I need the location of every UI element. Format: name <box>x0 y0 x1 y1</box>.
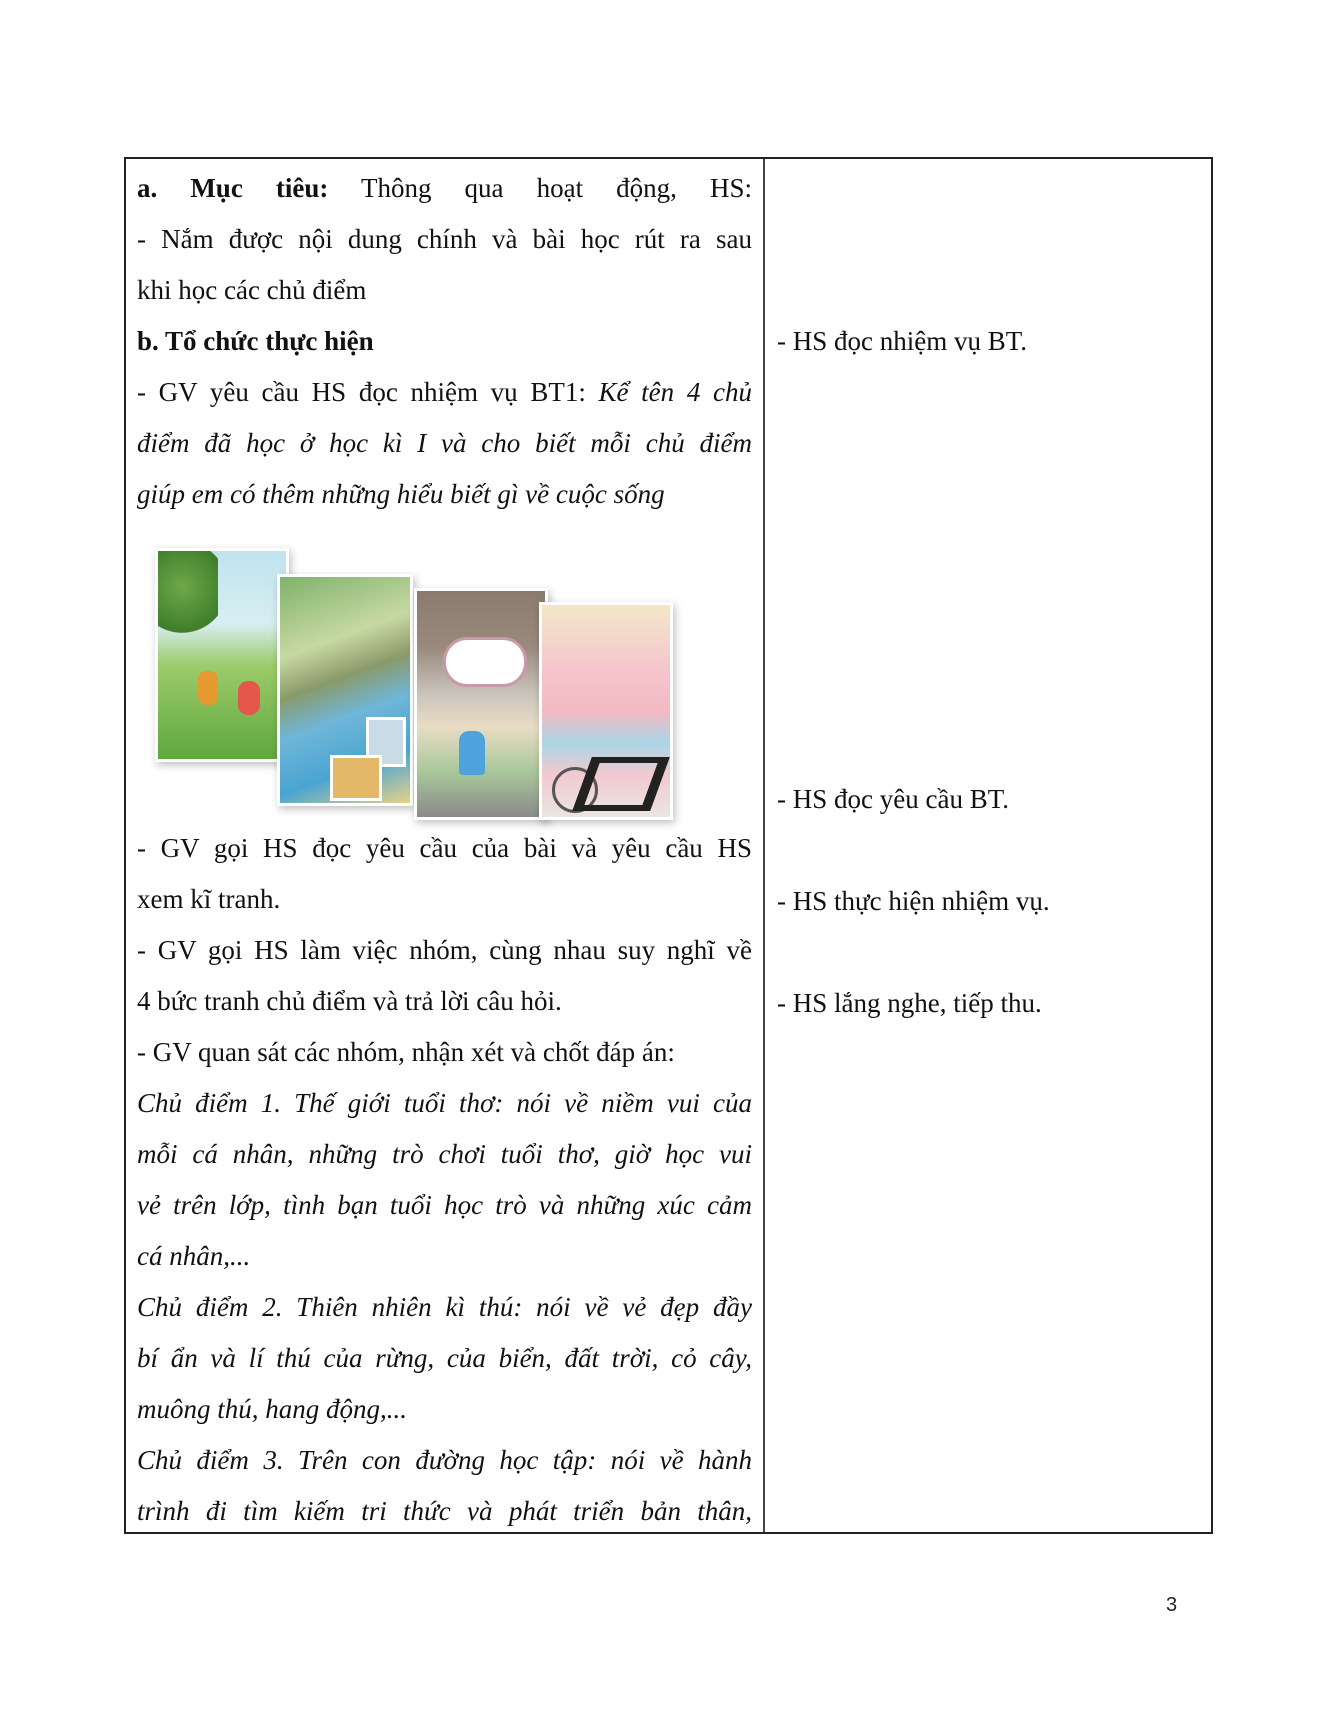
cloud-frame <box>443 637 527 687</box>
theme1-line-3: vẻ trên lớp, tình bạn tuổi học trò và những xúc cảm <box>137 1190 752 1220</box>
cover-thien-nhien-ki-thu <box>277 574 413 806</box>
task-italic-1: Kể tên 4 chủ <box>598 377 752 407</box>
teacher-activities-column <box>126 159 765 1532</box>
film-strip-shape <box>572 757 670 811</box>
student-activities-column <box>765 159 1211 1532</box>
student-response-4: - HS lắng nghe, tiếp thu. <box>777 988 1042 1018</box>
step2-line-2: 4 bức tranh chủ điểm và trả lời câu hỏi. <box>137 986 562 1016</box>
task-line-1 <box>137 367 752 418</box>
objective-text: Thông qua hoạt động, HS: <box>328 173 752 203</box>
page-number: 3 <box>1166 1594 1178 1616</box>
child-figure <box>198 671 218 705</box>
objective-line-3: khi học các chủ điểm <box>137 275 367 305</box>
cover-nghe-thuat-muon-mau <box>539 602 673 820</box>
objective-line-2: - Nắm được nội dung chính và bài học rút ra sau <box>137 224 752 254</box>
objective-heading: a. Mục tiêu: <box>137 173 329 203</box>
objective-line <box>137 163 752 214</box>
cover-the-gioi-tuoi-tho <box>155 548 289 762</box>
child-figure <box>238 681 260 715</box>
cover-tren-con-duong-hoc-tap <box>414 588 548 820</box>
theme3-line-2: trình đi tìm kiếm tri thức và phát triển bản thân, <box>137 1496 752 1526</box>
theme1-line-4: cá nhân,... <box>137 1241 251 1271</box>
theme2-line-3: muông thú, hang động,... <box>137 1394 407 1424</box>
activity-table <box>124 157 1213 1534</box>
theme-covers-image <box>137 526 752 823</box>
task-line-2: điểm đã học ở học kì I và cho biết mỗi chủ điểm <box>137 428 752 458</box>
student-response-1: - HS đọc nhiệm vụ BT. <box>777 326 1027 356</box>
step2-line-1: - GV gọi HS làm việc nhóm, cùng nhau suy nghĩ về <box>137 935 752 965</box>
student-response-3: - HS thực hiện nhiệm vụ. <box>777 886 1050 916</box>
theme3-line-1: Chủ điểm 3. Trên con đường học tập: nói về hành <box>137 1445 752 1475</box>
theme1-line-1: Chủ điểm 1. Thế giới tuổi thơ: nói về niềm vui của <box>137 1088 752 1118</box>
step1-line-2: xem kĩ tranh. <box>137 884 281 914</box>
theme2-line-2: bí ẩn và lí thú của rừng, của biển, đất trời, cỏ cây, <box>137 1343 752 1373</box>
student-response-2: - HS đọc yêu cầu BT. <box>777 784 1009 814</box>
step1-line-1: - GV gọi HS đọc yêu cầu của bài và yêu cầu HS <box>137 833 752 863</box>
task-intro: - GV yêu cầu HS đọc nhiệm vụ BT1: <box>137 377 599 407</box>
photo-frame <box>330 755 382 801</box>
theme2-line-1: Chủ điểm 2. Thiên nhiên kì thú: nói về vẻ đẹp đầy <box>137 1292 752 1322</box>
girl-figure <box>459 731 485 775</box>
procedure-heading: b. Tổ chức thực hiện <box>137 326 374 356</box>
theme1-line-2: mỗi cá nhân, những trò chơi tuổi thơ, giờ học vui <box>137 1139 752 1169</box>
tree-shape <box>158 551 218 641</box>
task-line-3: giúp em có thêm những hiểu biết gì về cuộc sống <box>137 479 665 509</box>
step3-line-1: - GV quan sát các nhóm, nhận xét và chốt đáp án: <box>137 1037 675 1067</box>
